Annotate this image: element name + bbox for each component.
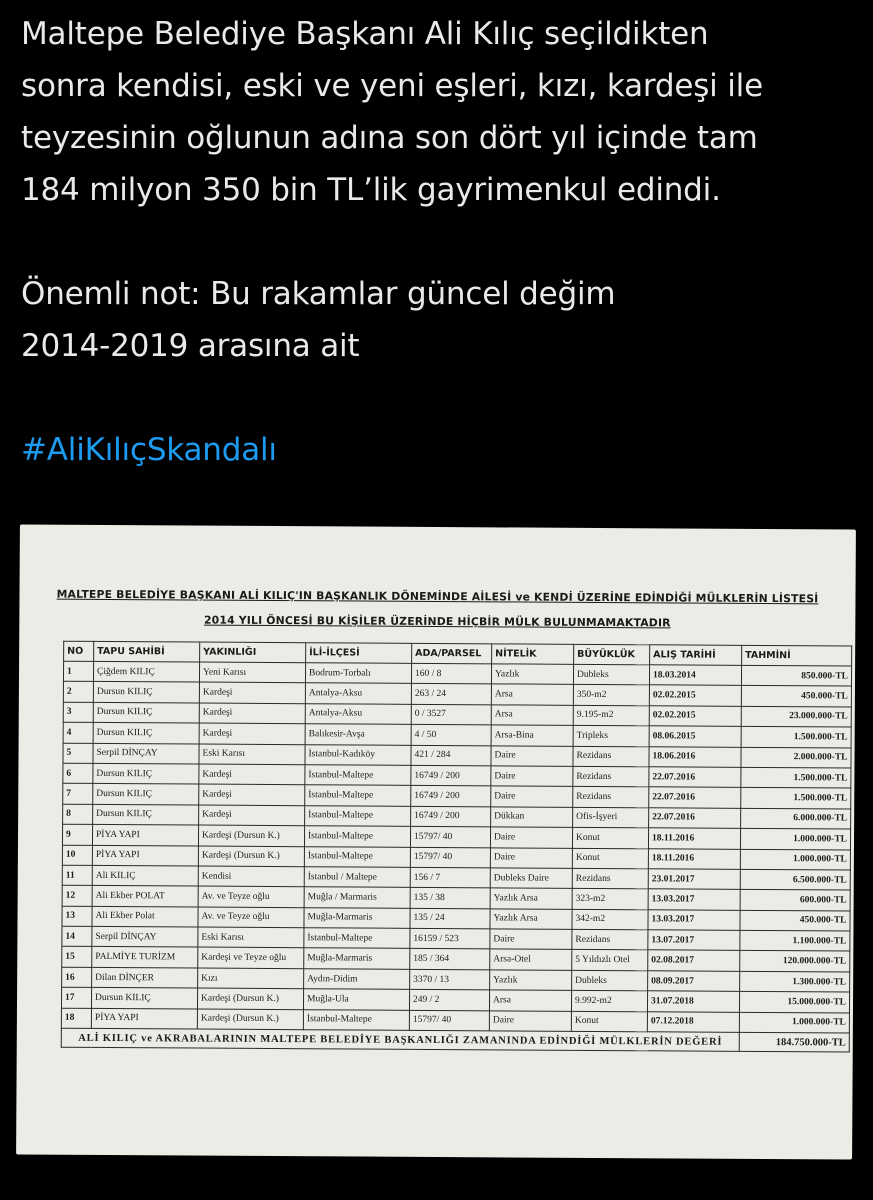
cell-owner: Dursun KILIÇ <box>93 682 199 703</box>
cell-location: Muğla-Marmaris <box>304 948 410 969</box>
tweet-photo[interactable] <box>0 515 873 1200</box>
cell-type: Daire <box>490 827 572 848</box>
cell-location: Antalya-Aksu <box>305 703 411 724</box>
cell-size: 342-m2 <box>572 909 648 930</box>
cell-relation: Eski Karısı <box>199 744 305 765</box>
cell-size: Rezidans <box>572 868 648 889</box>
cell-location: İstanbul-Maltepe <box>305 805 411 826</box>
cell-purchase-date: 13.03.2017 <box>648 889 740 910</box>
cell-type: Daire <box>491 745 573 766</box>
cell-size: 9.992-m2 <box>571 991 647 1012</box>
cell-no: 17 <box>61 987 91 1008</box>
cell-owner: Ali Ekber Polat <box>92 906 198 927</box>
cell-parcel: 156 / 7 <box>410 867 490 888</box>
cell-purchase-date: 02.02.2015 <box>649 706 741 727</box>
header-type: NİTELİK <box>492 644 574 665</box>
cell-type: Yazlık <box>491 664 573 685</box>
cell-size: Konut <box>572 827 648 848</box>
hashtag-link[interactable]: #AliKılıçSkandalı <box>21 432 277 468</box>
cell-estimate: 1.000.000-TL <box>740 849 850 870</box>
cell-relation: Yeni Karısı <box>199 662 305 683</box>
cell-estimate: 6.500.000-TL <box>740 869 850 890</box>
cell-size: Konut <box>571 1011 647 1032</box>
cell-no: 16 <box>62 967 92 988</box>
cell-purchase-date: 22.07.2016 <box>649 767 741 788</box>
cell-location: İstanbul-Maltepe <box>304 846 410 867</box>
cell-purchase-date: 18.11.2016 <box>648 828 740 849</box>
cell-purchase-date: 13.07.2017 <box>648 930 740 951</box>
cell-location: Bodrum-Torbalı <box>305 663 411 684</box>
cell-parcel: 15797/ 40 <box>409 1010 489 1031</box>
cell-type: Daire <box>490 929 572 950</box>
cell-type: Arsa-Otel <box>490 949 572 970</box>
cell-size: Ofis-İşyeri <box>573 807 649 828</box>
cell-estimate: 120.000.000-TL <box>740 951 850 972</box>
cell-estimate: 1.500.000-TL <box>741 767 851 788</box>
cell-owner: Çiğdem KILIÇ <box>93 661 199 682</box>
cell-estimate: 15.000.000-TL <box>739 992 849 1013</box>
cell-estimate: 450.000-TL <box>740 910 850 931</box>
cell-parcel: 16749 / 200 <box>411 765 491 786</box>
cell-purchase-date: 18.03.2014 <box>649 665 741 686</box>
cell-parcel: 15797/ 40 <box>410 826 490 847</box>
cell-parcel: 263 / 24 <box>411 684 491 705</box>
cell-parcel: 421 / 284 <box>411 745 491 766</box>
cell-location: İstanbul-Kadıköy <box>305 744 411 765</box>
cell-location: Balıkesir-Avşa <box>305 724 411 745</box>
tweet-line: sonra kendisi, eski ve yeni eşleri, kızı, kardeşi ile <box>21 68 763 104</box>
cell-relation: Kardeşi (Dursun K.) <box>197 1009 303 1030</box>
cell-location: Antalya-Aksu <box>305 683 411 704</box>
cell-owner: Dursun KILIÇ <box>93 763 199 784</box>
cell-owner: Serpil DİNÇAY <box>92 926 198 947</box>
cell-location: İstanbul-Maltepe <box>304 928 410 949</box>
cell-relation: Kardeşi <box>199 703 305 724</box>
cell-size: Rezidans <box>573 766 649 787</box>
cell-type: Dükkan <box>491 807 573 828</box>
cell-size: Rezidans <box>572 929 648 950</box>
cell-estimate: 23.000.000-TL <box>741 706 851 727</box>
cell-size: Tripleks <box>573 726 649 747</box>
cell-relation: Av. ve Teyze oğlu <box>198 886 304 907</box>
cell-no: 10 <box>62 845 92 866</box>
cell-owner: Ali Ekber POLAT <box>92 886 198 907</box>
cell-purchase-date: 22.07.2016 <box>649 787 741 808</box>
cell-purchase-date: 18.06.2016 <box>649 746 741 767</box>
cell-owner: PALMİYE TURİZM <box>92 947 198 968</box>
cell-no: 6 <box>63 763 93 784</box>
cell-location: İstanbul / Maltepe <box>304 867 410 888</box>
cell-estimate: 850.000-TL <box>741 665 851 686</box>
cell-size: Konut <box>572 848 648 869</box>
cell-owner: Ali KILIÇ <box>92 865 198 886</box>
document-paper <box>16 524 856 1159</box>
total-label: ALİ KILIÇ ve AKRABALARININ MALTEPE BELEDİYE BAŞKANLIĞI ZAMANINDA EDİNDİĞİ MÜLKLERİN DEĞERİ <box>61 1028 739 1051</box>
cell-relation: Kardeşi <box>199 805 305 826</box>
cell-purchase-date: 07.12.2018 <box>647 1011 739 1032</box>
header-purchase-date: ALIŞ TARİHİ <box>650 645 742 666</box>
cell-size: Rezidans <box>573 787 649 808</box>
cell-owner: PİYA YAPI <box>92 845 198 866</box>
cell-parcel: 3370 / 13 <box>410 969 490 990</box>
cell-no: 9 <box>62 824 92 845</box>
cell-owner: Dursun KILIÇ <box>93 784 199 805</box>
cell-type: Daire <box>489 1010 571 1031</box>
cell-size: 9.195-m2 <box>573 705 649 726</box>
cell-size: 5 Yıldızlı Otel <box>572 950 648 971</box>
cell-parcel: 185 / 364 <box>410 949 490 970</box>
cell-size: 350-m2 <box>573 685 649 706</box>
cell-parcel: 135 / 24 <box>410 908 490 929</box>
cell-parcel: 16749 / 200 <box>411 806 491 827</box>
cell-estimate: 600.000-TL <box>740 890 850 911</box>
cell-location: İstanbul-Maltepe <box>305 765 411 786</box>
cell-estimate: 1.500.000-TL <box>741 788 851 809</box>
cell-no: 5 <box>63 743 93 764</box>
cell-no: 4 <box>63 722 93 743</box>
cell-location: Muğla / Marmaris <box>304 887 410 908</box>
cell-location: Muğla-Marmaris <box>304 907 410 928</box>
cell-parcel: 135 / 38 <box>410 888 490 909</box>
tweet-line: teyzesinin oğlunun adına son dört yıl içinde tam <box>21 120 758 156</box>
cell-relation: Eski Karısı <box>198 927 304 948</box>
document-title: MALTEPE BELEDİYE BAŞKANI ALİ KILIÇ'IN BAŞKANLIK DÖNEMİNDE AİLESİ ve KENDİ ÜZERİNE EDİNDİĞİ MÜLKLERİN LİSTESİ <box>56 587 819 606</box>
cell-owner: Dilan DİNÇER <box>92 967 198 988</box>
cell-owner: Dursun KILIÇ <box>93 804 199 825</box>
cell-location: İstanbul-Maltepe <box>304 826 410 847</box>
cell-relation: Kardeşi <box>199 764 305 785</box>
cell-purchase-date: 02.08.2017 <box>648 950 740 971</box>
document-subtitle: 2014 YILI ÖNCESİ BU KİŞİLER ÜZERİNDE HİÇBİR MÜLK BULUNMAMAKTADIR <box>203 613 671 630</box>
tweet-line: Maltepe Belediye Başkanı Ali Kılıç seçildikten <box>21 16 709 52</box>
cell-purchase-date: 08.06.2015 <box>649 726 741 747</box>
cell-purchase-date: 08.09.2017 <box>648 971 740 992</box>
cell-relation: Kardeşi <box>199 682 305 703</box>
total-value: 184.750.000-TL <box>739 1032 849 1052</box>
cell-no: 7 <box>63 784 93 805</box>
cell-parcel: 16749 / 200 <box>411 786 491 807</box>
cell-relation: Kendisi <box>198 866 304 887</box>
cell-type: Dubleks Daire <box>490 868 572 889</box>
cell-type: Daire <box>491 766 573 787</box>
cell-parcel: 249 / 2 <box>409 990 489 1011</box>
header-owner: TAPU SAHİBİ <box>94 641 200 662</box>
cell-type: Arsa <box>489 990 571 1011</box>
header-relation: YAKINLIĞI <box>200 642 306 663</box>
cell-no: 8 <box>63 804 93 825</box>
cell-size: Rezidans <box>573 746 649 767</box>
cell-no: 15 <box>62 947 92 968</box>
cell-location: Aydın-Didim <box>304 969 410 990</box>
cell-relation: Kardeşi (Dursun K.) <box>197 988 303 1009</box>
header-location: İLİ-İLÇESİ <box>306 643 412 664</box>
cell-type: Arsa-Bina <box>491 725 573 746</box>
cell-size: 323-m2 <box>572 889 648 910</box>
header-estimate: TAHMİNİ <box>742 645 852 666</box>
cell-type: Yazlık <box>490 970 572 991</box>
cell-estimate: 450.000-TL <box>741 686 851 707</box>
cell-relation: Kardeşi <box>199 723 305 744</box>
cell-relation: Kardeşi (Dursun K.) <box>198 825 304 846</box>
cell-relation: Kardeşi (Dursun K.) <box>198 846 304 867</box>
cell-estimate: 1.100.000-TL <box>740 930 850 951</box>
cell-no: 11 <box>62 865 92 886</box>
header-parcel: ADA/PARSEL <box>412 643 492 663</box>
cell-size: Dubleks <box>572 970 648 991</box>
cell-relation: Kardeşi <box>199 784 305 805</box>
header-no: NO <box>64 641 94 661</box>
cell-purchase-date: 22.07.2016 <box>649 808 741 829</box>
cell-location: İstanbul-Maltepe <box>303 1009 409 1030</box>
cell-relation: Kardeşi ve Teyze oğlu <box>198 948 304 969</box>
cell-no: 14 <box>62 926 92 947</box>
cell-estimate: 1.000.000-TL <box>739 1012 849 1033</box>
cell-parcel: 0 / 3527 <box>411 704 491 725</box>
cell-no: 1 <box>63 661 93 682</box>
cell-type: Daire <box>490 847 572 868</box>
cell-no: 2 <box>63 682 93 703</box>
cell-parcel: 15797/ 40 <box>410 847 490 868</box>
cell-estimate: 6.000.000-TL <box>741 808 851 829</box>
cell-type: Yazlık Arsa <box>490 888 572 909</box>
cell-owner: PİYA YAPI <box>91 1008 197 1029</box>
cell-no: 12 <box>62 886 92 907</box>
cell-purchase-date: 18.11.2016 <box>648 848 740 869</box>
cell-relation: Kızı <box>198 968 304 989</box>
cell-purchase-date: 31.07.2018 <box>647 991 739 1012</box>
cell-location: İstanbul-Maltepe <box>305 785 411 806</box>
cell-owner: Serpil DİNÇAY <box>93 743 199 764</box>
cell-parcel: 4 / 50 <box>411 725 491 746</box>
cell-owner: Dursun KILIÇ <box>93 723 199 744</box>
cell-parcel: 160 / 8 <box>411 663 491 684</box>
cell-estimate: 2.000.000-TL <box>741 747 851 768</box>
cell-size: Dubleks <box>573 664 649 685</box>
cell-purchase-date: 13.03.2017 <box>648 909 740 930</box>
table-total-row <box>61 1028 849 1052</box>
cell-type: Arsa <box>491 684 573 705</box>
cell-purchase-date: 02.02.2015 <box>649 685 741 706</box>
cell-purchase-date: 23.01.2017 <box>648 869 740 890</box>
cell-estimate: 1.300.000-TL <box>740 971 850 992</box>
cell-no: 3 <box>63 702 93 723</box>
cell-relation: Av. ve Teyze oğlu <box>198 907 304 928</box>
property-table <box>61 641 852 1053</box>
tweet-text <box>21 8 851 476</box>
cell-parcel: 16159 / 523 <box>410 928 490 949</box>
cell-estimate: 1.000.000-TL <box>740 828 850 849</box>
cell-type: Yazlık Arsa <box>490 909 572 930</box>
tweet-note-line: Önemli not: Bu rakamlar güncel değim <box>21 276 616 312</box>
cell-type: Arsa <box>491 705 573 726</box>
tweet-note-line: 2014-2019 arasına ait <box>21 328 360 364</box>
tweet-line: 184 milyon 350 bin TL’lik gayrimenkul edindi. <box>21 172 721 208</box>
cell-no: 13 <box>62 906 92 927</box>
cell-owner: Dursun KILIÇ <box>93 702 199 723</box>
cell-estimate: 1.500.000-TL <box>741 727 851 748</box>
cell-owner: PİYA YAPI <box>92 825 198 846</box>
cell-owner: Dursun KILIÇ <box>91 988 197 1009</box>
cell-type: Daire <box>491 786 573 807</box>
header-size: BÜYÜKLÜK <box>574 644 650 664</box>
cell-location: Muğla-Ula <box>303 989 409 1010</box>
cell-no: 18 <box>61 1008 91 1029</box>
